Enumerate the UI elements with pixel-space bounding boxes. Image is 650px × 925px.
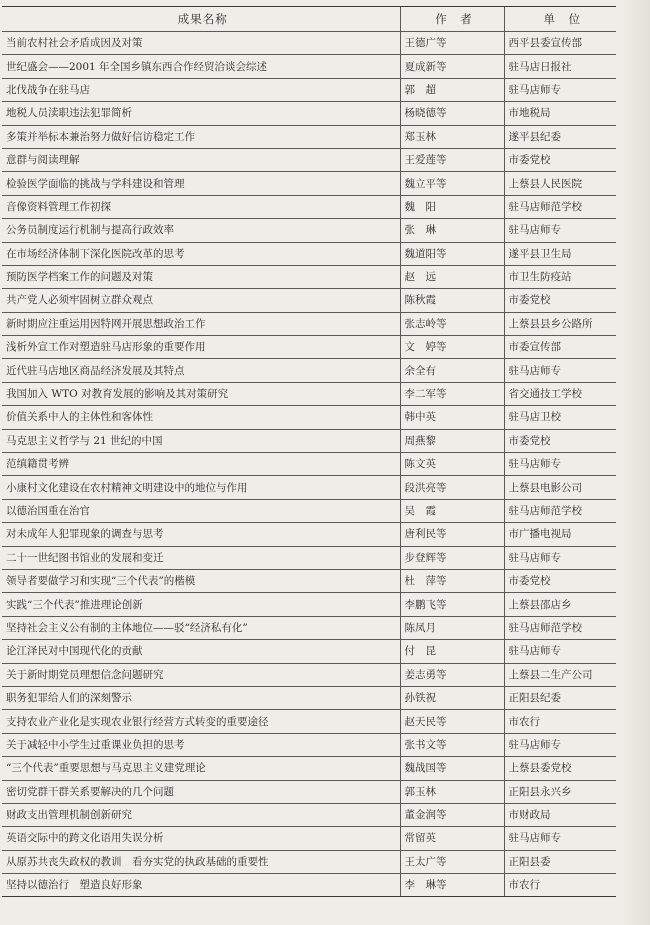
row-title: 多策并举标本兼治努力做好信访稳定工作 <box>2 125 400 148</box>
row-author: 文 婷等 <box>400 336 504 359</box>
row-author: 魏道阳等 <box>400 242 504 265</box>
row-title: 以德治国重在治官 <box>2 499 400 522</box>
row-title: 世纪盛会——2001 年全国乡镇东西合作经贸洽谈会综述 <box>2 55 400 78</box>
row-author: 赵 远 <box>400 265 504 288</box>
row-author: 唐利民等 <box>400 523 504 546</box>
row-unit: 市委党校 <box>504 429 616 452</box>
row-author: 魏 阳 <box>400 195 504 218</box>
table-row <box>2 102 616 125</box>
table-row <box>2 827 616 850</box>
row-author: 郑玉林 <box>400 125 504 148</box>
row-author: 李鹏飞等 <box>400 593 504 616</box>
row-author: 韩中英 <box>400 406 504 429</box>
row-author: 王德广等 <box>400 32 504 55</box>
row-title: 在市场经济体制下深化医院改革的思考 <box>2 242 400 265</box>
table-row <box>2 499 616 522</box>
row-title: “三个代表”重要思想与马克思主义建党理论 <box>2 757 400 780</box>
row-title: 当前农村社会矛盾成因及对策 <box>2 32 400 55</box>
row-unit: 遂平县卫生局 <box>504 242 616 265</box>
table-row <box>2 757 616 780</box>
table-row <box>2 569 616 592</box>
table-row <box>2 172 616 195</box>
row-title: 预防医学档案工作的问题及对策 <box>2 265 400 288</box>
table-row <box>2 32 616 55</box>
row-title: 二十一世纪图书馆业的发展和变迁 <box>2 546 400 569</box>
row-title: 关于新时期党员理想信念问题研究 <box>2 663 400 686</box>
table-row <box>2 686 616 709</box>
table-row <box>2 546 616 569</box>
table-row <box>2 289 616 312</box>
table-row <box>2 195 616 218</box>
row-unit: 市委党校 <box>504 148 616 171</box>
row-title: 意群与阅读理解 <box>2 148 400 171</box>
table-row <box>2 616 616 639</box>
row-author: 吴 霞 <box>400 499 504 522</box>
row-author: 夏成新等 <box>400 55 504 78</box>
row-unit: 市委党校 <box>504 569 616 592</box>
row-title: 关于减轻中小学生过重课业负担的思考 <box>2 733 400 756</box>
row-author: 李 琳等 <box>400 874 504 897</box>
table-row <box>2 382 616 405</box>
row-unit: 市财政局 <box>504 803 616 826</box>
table-row <box>2 803 616 826</box>
row-author: 赵天民等 <box>400 710 504 733</box>
row-unit: 市委党校 <box>504 289 616 312</box>
row-title: 小康村文化建设在农村精神文明建设中的地位与作用 <box>2 476 400 499</box>
row-title: 坚持以德治行 塑造良好形象 <box>2 874 400 897</box>
row-title: 坚持社会主义公有制的主体地位——驳“经济私有化” <box>2 616 400 639</box>
table-row <box>2 640 616 663</box>
row-unit: 驻马店师范学校 <box>504 195 616 218</box>
row-unit: 上蔡县委党校 <box>504 757 616 780</box>
table-row <box>2 242 616 265</box>
table-row <box>2 78 616 101</box>
row-author: 段洪亮等 <box>400 476 504 499</box>
row-author: 王爱莲等 <box>400 148 504 171</box>
row-title: 范缜籍贯考辨 <box>2 453 400 476</box>
row-unit: 驻马店师专 <box>504 359 616 382</box>
row-author: 郭 超 <box>400 78 504 101</box>
row-title: 对未成年人犯罪现象的调查与思考 <box>2 523 400 546</box>
row-unit: 上蔡县二生产公司 <box>504 663 616 686</box>
row-author: 魏立平等 <box>400 172 504 195</box>
row-author: 周燕黎 <box>400 429 504 452</box>
row-title: 价值关系中人的主体性和客体性 <box>2 406 400 429</box>
row-title: 论江泽民对中国现代化的贡献 <box>2 640 400 663</box>
row-unit: 驻马店师范学校 <box>504 616 616 639</box>
row-author: 姜志勇等 <box>400 663 504 686</box>
row-title: 共产党人必须牢固树立群众观点 <box>2 289 400 312</box>
table-row <box>2 265 616 288</box>
table-row <box>2 336 616 359</box>
table-row <box>2 312 616 335</box>
row-title: 浅析外宣工作对塑造驻马店形象的重要作用 <box>2 336 400 359</box>
header-author: 作 者 <box>400 7 504 32</box>
row-unit: 上蔡县人民医院 <box>504 172 616 195</box>
row-author: 杜 萍等 <box>400 569 504 592</box>
row-author: 王太广等 <box>400 850 504 873</box>
row-unit: 驻马店师专 <box>504 546 616 569</box>
table-row <box>2 593 616 616</box>
table-row <box>2 406 616 429</box>
row-unit: 上蔡县邵店乡 <box>504 593 616 616</box>
row-unit: 正阳县委 <box>504 850 616 873</box>
row-title: 英语交际中的跨文化语用失误分析 <box>2 827 400 850</box>
row-unit: 遂平县纪委 <box>504 125 616 148</box>
table-body <box>2 32 616 897</box>
row-author: 张书文等 <box>400 733 504 756</box>
row-title: 马克思主义哲学与 21 世纪的中国 <box>2 429 400 452</box>
row-title: 检验医学面临的挑战与学科建设和管理 <box>2 172 400 195</box>
row-title: 近代驻马店地区商品经济发展及其特点 <box>2 359 400 382</box>
table-row <box>2 125 616 148</box>
row-title: 密切党群干群关系要解决的几个问题 <box>2 780 400 803</box>
row-unit: 市委宣传部 <box>504 336 616 359</box>
table-row <box>2 663 616 686</box>
row-title: 音像资料管理工作初探 <box>2 195 400 218</box>
row-title: 支持农业产业化是实现农业银行经营方式转变的重要途径 <box>2 710 400 733</box>
table-row <box>2 476 616 499</box>
row-author: 陈秋霞 <box>400 289 504 312</box>
row-unit: 驻马店日报社 <box>504 55 616 78</box>
header-title: 成果名称 <box>2 7 400 32</box>
table-row <box>2 148 616 171</box>
row-author: 郭玉林 <box>400 780 504 803</box>
row-title: 公务员制度运行机制与提高行政效率 <box>2 219 400 242</box>
row-author: 陈凤月 <box>400 616 504 639</box>
row-author: 李二军等 <box>400 382 504 405</box>
table-row <box>2 874 616 897</box>
row-title: 北伐战争在驻马店 <box>2 78 400 101</box>
row-unit: 驻马店师专 <box>504 219 616 242</box>
row-author: 付 昆 <box>400 640 504 663</box>
row-author: 张志岭等 <box>400 312 504 335</box>
table-row <box>2 55 616 78</box>
row-author: 张 琳 <box>400 219 504 242</box>
table-row <box>2 850 616 873</box>
row-unit: 正阳县纪委 <box>504 686 616 709</box>
row-unit: 市农行 <box>504 874 616 897</box>
row-author: 陈文英 <box>400 453 504 476</box>
row-unit: 驻马店卫校 <box>504 406 616 429</box>
row-title: 新时期应注重运用因特网开展思想政治工作 <box>2 312 400 335</box>
row-unit: 西平县委宣传部 <box>504 32 616 55</box>
table-row <box>2 523 616 546</box>
table-row <box>2 710 616 733</box>
results-table <box>2 6 616 897</box>
row-title: 财政支出管理机制创新研究 <box>2 803 400 826</box>
row-title: 领导者要做学习和实现“三个代表”的楷模 <box>2 569 400 592</box>
row-unit: 市卫生防疫站 <box>504 265 616 288</box>
page-edge-shadow <box>620 0 650 925</box>
row-unit: 正阳县永兴乡 <box>504 780 616 803</box>
row-author: 常留英 <box>400 827 504 850</box>
table-row <box>2 359 616 382</box>
row-unit: 市广播电视局 <box>504 523 616 546</box>
row-unit: 市农行 <box>504 710 616 733</box>
row-unit: 驻马店师专 <box>504 78 616 101</box>
table-header-row <box>2 7 616 32</box>
table-row <box>2 219 616 242</box>
row-author: 孙铁祝 <box>400 686 504 709</box>
table-row <box>2 780 616 803</box>
table-row <box>2 453 616 476</box>
row-author: 余全有 <box>400 359 504 382</box>
row-unit: 上蔡县县乡公路所 <box>504 312 616 335</box>
row-unit: 驻马店师专 <box>504 453 616 476</box>
row-author: 董金润等 <box>400 803 504 826</box>
row-title: 从原苏共丧失政权的教训 看夯实党的执政基础的重要性 <box>2 850 400 873</box>
row-title: 职务犯罪给人们的深刻警示 <box>2 686 400 709</box>
table-row <box>2 429 616 452</box>
table-row <box>2 733 616 756</box>
row-title: 实践“三个代表”推进理论创新 <box>2 593 400 616</box>
row-author: 步登辉等 <box>400 546 504 569</box>
header-unit: 单 位 <box>504 7 616 32</box>
row-title: 我国加入 WTO 对教育发展的影响及其对策研究 <box>2 382 400 405</box>
row-author: 魏战国等 <box>400 757 504 780</box>
row-unit: 驻马店师专 <box>504 733 616 756</box>
row-unit: 市地税局 <box>504 102 616 125</box>
row-unit: 省交通技工学校 <box>504 382 616 405</box>
row-title: 地税人员渎职违法犯罪简析 <box>2 102 400 125</box>
row-unit: 驻马店师专 <box>504 827 616 850</box>
row-author: 杨晓德等 <box>400 102 504 125</box>
row-unit: 驻马店师范学校 <box>504 499 616 522</box>
row-unit: 驻马店师专 <box>504 640 616 663</box>
row-unit: 上蔡县电影公司 <box>504 476 616 499</box>
